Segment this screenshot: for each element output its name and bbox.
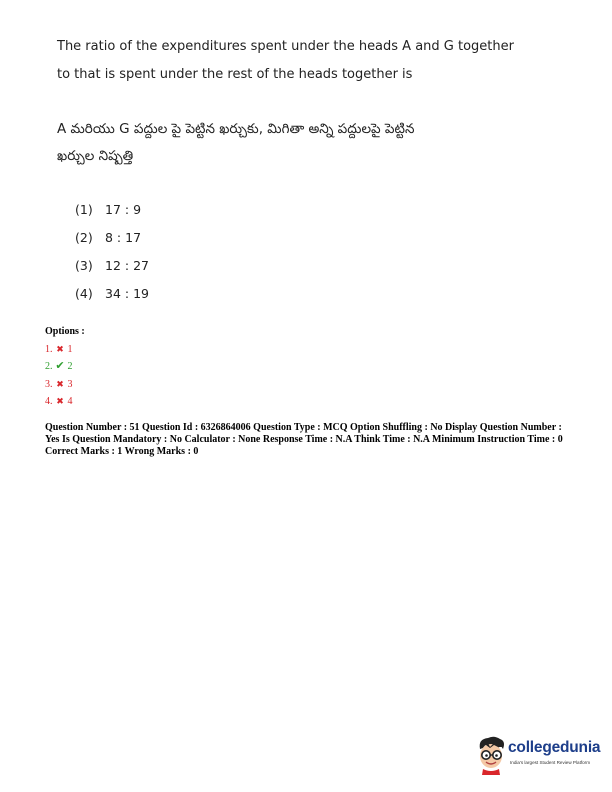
logo-wordmark: collegedunia <box>508 739 601 756</box>
choice-number: (1) <box>75 202 93 217</box>
question-english-line-2: to that is spent under the rest of the heads together is <box>57 67 413 82</box>
marks-info: Correct Marks : 1 Wrong Marks : 0 <box>45 446 199 457</box>
question-telugu <box>57 116 587 170</box>
answer-choices <box>75 200 149 312</box>
option-number: 2. <box>45 361 53 372</box>
question-telugu-line-2: ఖర్చుల నిష్పత్తి <box>57 148 134 164</box>
option-label: 3 <box>67 378 73 390</box>
question-telugu-line-1: A మరియు G పద్దుల పై పెట్టిన ఖర్చుకు, మిగితా అన్ని పద్దులపై పెట్టిన <box>57 121 415 137</box>
choice-text: 12 : 27 <box>105 258 149 273</box>
cross-icon: ✖ <box>56 343 64 354</box>
option-row-3 <box>45 376 85 394</box>
option-row-2 <box>45 358 85 376</box>
options-heading: Options : <box>45 326 85 337</box>
logo-tagline: India's largest Student Review Platform <box>510 760 591 765</box>
choice-number: (4) <box>75 286 93 301</box>
question-metadata <box>45 422 575 458</box>
question-info: Question Number : 51 Question Id : 6326864006 Question Type : MCQ Option Shuffling : No Display Question Number : Yes Is Question Mandatory : No Calculator : None Response Time : N.A Think Time : N.A Minimum Instruction Time : 0 <box>45 422 563 445</box>
choice-text: 17 : 9 <box>105 202 142 217</box>
option-label: 4 <box>67 396 73 407</box>
option-label: 2 <box>67 361 73 372</box>
mascot-face-icon <box>474 735 508 775</box>
check-icon: ✔ <box>55 360 65 372</box>
question-english <box>57 33 577 89</box>
question-english-line-1: The ratio of the expenditures spent under the heads A and G together <box>57 39 514 54</box>
choice-3 <box>75 256 149 284</box>
choice-2 <box>75 228 149 256</box>
option-row-1 <box>45 341 85 359</box>
cross-icon: ✖ <box>56 378 64 389</box>
choice-text: 34 : 19 <box>105 286 149 301</box>
choice-4 <box>75 284 149 312</box>
collegedunia-logo <box>474 735 604 779</box>
option-label: 1 <box>67 343 73 355</box>
choice-number: (3) <box>75 258 93 273</box>
option-row-4 <box>45 393 85 411</box>
option-number: 1. <box>45 343 53 355</box>
choice-1 <box>75 200 149 228</box>
choice-number: (2) <box>75 230 93 245</box>
options-list <box>45 324 85 411</box>
option-number: 3. <box>45 378 53 390</box>
cross-icon: ✖ <box>56 396 64 406</box>
choice-text: 8 : 17 <box>105 230 142 245</box>
option-number: 4. <box>45 396 53 407</box>
